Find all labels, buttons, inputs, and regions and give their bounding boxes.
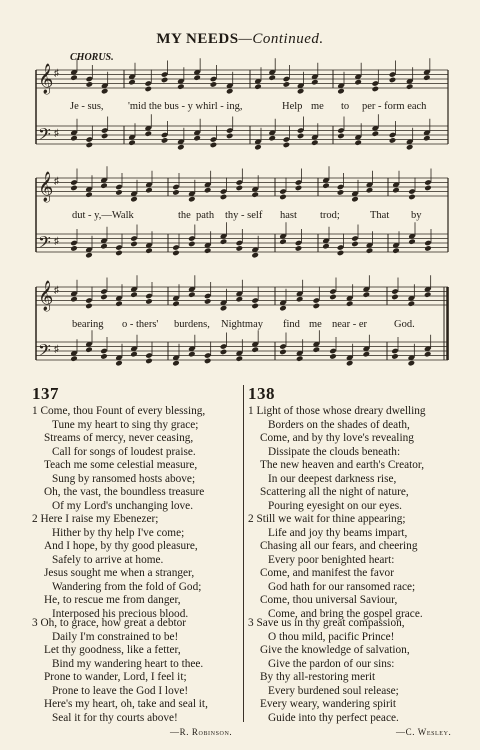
note-head <box>366 247 374 254</box>
hymn-number: 137 <box>32 384 59 403</box>
page-subtitle: —Continued. <box>238 31 324 47</box>
note-head <box>188 291 196 298</box>
note-head <box>145 247 153 254</box>
note-head <box>226 88 234 95</box>
note-head <box>188 241 196 248</box>
note-head <box>188 351 196 358</box>
verse-line: Guide into thy perfect peace. <box>268 711 399 724</box>
note-head <box>392 247 400 254</box>
note-head <box>424 351 432 358</box>
verse-line: Give the knowledge of salvation, <box>260 644 410 656</box>
chorus-label: CHORUS. <box>70 52 114 63</box>
note-head <box>423 74 431 81</box>
column-divider <box>243 385 244 722</box>
note-head <box>115 360 123 367</box>
note-head <box>283 142 291 149</box>
treble-clef: 𝄞 <box>38 281 54 311</box>
verse-line: In our deepest darkness rise, <box>268 472 397 485</box>
note-head <box>220 238 228 245</box>
verse-line: Daily I'm constrained to be! <box>52 630 179 643</box>
note-head <box>101 88 109 95</box>
note-head <box>70 245 78 252</box>
note-head <box>424 185 432 192</box>
lyric-word: per - form each <box>362 101 427 112</box>
note-head <box>408 300 416 307</box>
note-head <box>115 250 123 257</box>
note-head <box>346 360 354 367</box>
note-head <box>130 196 138 203</box>
note-head <box>279 194 287 201</box>
note-head <box>100 353 108 360</box>
treble-clef: 𝄞 <box>38 64 54 94</box>
verse-line: Teach me some celestial measure, <box>44 459 198 471</box>
note-head <box>268 135 276 142</box>
note-head <box>337 250 345 257</box>
note-head <box>295 245 303 252</box>
note-head <box>346 300 354 307</box>
note-head <box>130 291 138 298</box>
hymn-138-stanza-3 <box>248 617 410 725</box>
note-head <box>322 182 330 189</box>
verse-line: He, to rescue me from danger, <box>44 594 181 606</box>
lyric-word: burdens, <box>174 319 210 330</box>
note-head <box>391 353 399 360</box>
verse-line: Of my Lord's unchanging love. <box>52 499 194 512</box>
lyric-word: path <box>196 210 215 221</box>
verse-line: Give the pardon of our sins: <box>268 657 395 670</box>
verse-line: Every burdened soul release; <box>268 684 399 697</box>
verse-line: Hither by thy help I've come; <box>52 526 185 539</box>
note-head <box>172 189 180 196</box>
note-head <box>145 187 153 194</box>
verse-line: Streams of mercy, never ceasing, <box>44 432 194 444</box>
note-head <box>144 86 152 93</box>
note-head <box>177 83 185 90</box>
note-head <box>236 296 244 303</box>
verse-line: Come, and by thy love's revealing <box>260 432 414 444</box>
hymn-137-stanza-3 <box>32 617 208 725</box>
note-head <box>363 291 371 298</box>
hymn-number: 138 <box>248 384 275 403</box>
note-head <box>172 250 180 257</box>
verse-line: The new heaven and earth's Creator, <box>260 459 425 471</box>
bass-clef: 𝄢 <box>38 340 51 364</box>
lyric-word: Help <box>282 101 303 112</box>
note-head <box>297 133 305 140</box>
verse-line: 3 Save us in thy great compassion, <box>248 617 405 629</box>
lyric-word: near - er <box>332 319 367 330</box>
note-head <box>85 252 93 259</box>
lyric-word: find <box>283 319 300 330</box>
note-head <box>424 245 432 252</box>
sharp-sign: ♯ <box>54 285 59 296</box>
note-head <box>354 139 362 146</box>
verse-line: By thy all-restoring merit <box>260 671 376 683</box>
note-head <box>236 245 244 252</box>
verse-line: Come, and manifest the favor <box>260 567 394 579</box>
note-head <box>322 243 330 250</box>
note-head <box>172 360 180 367</box>
note-head <box>251 252 259 259</box>
note-head <box>220 305 228 312</box>
verse-line: Interposed his precious blood. <box>52 607 189 620</box>
verse-line: Seal it for thy courts above! <box>52 711 178 724</box>
verse-line: Let thy goodness, like a fetter, <box>44 644 181 656</box>
note-head <box>311 79 319 86</box>
note-head <box>177 144 185 151</box>
lyric-word: me <box>309 319 322 330</box>
lyric-word: by <box>411 210 422 221</box>
note-head <box>424 291 432 298</box>
note-head <box>115 300 123 307</box>
verse-line: Prone to wander, Lord, I feel it; <box>44 671 187 683</box>
note-head <box>86 142 94 149</box>
treble-clef: 𝄞 <box>38 172 54 202</box>
note-head <box>161 77 169 84</box>
note-head <box>392 187 400 194</box>
note-head <box>144 130 152 137</box>
note-head <box>100 294 108 301</box>
note-head <box>70 296 78 303</box>
verse-line: Scattering all the night of nature, <box>260 486 409 498</box>
hymn-138-author: —C. Wesley. <box>396 727 452 737</box>
note-head <box>85 346 93 353</box>
note-head <box>193 74 201 81</box>
verse-line: Life and joy thy beams impart, <box>268 526 408 539</box>
verse-line: Borders on the shades of death, <box>268 418 410 431</box>
verse-line: Pouring eyesight on our eyes. <box>268 499 402 512</box>
note-head <box>70 355 78 362</box>
lyric-word: me <box>311 101 324 112</box>
note-head <box>226 133 234 140</box>
verse-line: 3 Oh, to grace, how great a debtor <box>32 617 187 629</box>
note-head <box>391 294 399 301</box>
note-head <box>295 185 303 192</box>
lyric-word: trod; <box>320 210 340 221</box>
verse-line: Bind my wandering heart to thee. <box>52 657 204 670</box>
note-head <box>100 182 108 189</box>
note-head <box>130 351 138 358</box>
hymn-137-author: —R. Robinson. <box>170 727 233 737</box>
note-head <box>406 83 414 90</box>
note-head <box>366 187 374 194</box>
hymn-138-stanza-2 <box>248 513 423 621</box>
note-head <box>204 298 212 305</box>
verse-line: O thou mild, pacific Prince! <box>268 630 395 643</box>
verse-line: Come, and bring the gospel grace. <box>268 607 423 620</box>
lyric-word: hast <box>280 210 297 221</box>
verse-line: Safely to arrive at home. <box>52 553 164 566</box>
verse-line: Come, thou universal Saviour, <box>260 594 398 606</box>
verse-line: 2 Here I raise my Ebenezer; <box>32 513 159 525</box>
lyric-word: thy - self <box>225 210 263 221</box>
note-head <box>408 238 416 245</box>
note-head <box>337 88 345 95</box>
note-head <box>297 88 305 95</box>
verse-line: Here's my heart, oh, take and seal it, <box>44 698 208 710</box>
note-head <box>311 139 319 146</box>
sharp-sign: ♯ <box>54 236 59 247</box>
note-head <box>408 194 416 201</box>
lyric-word: Nightmay <box>221 319 263 330</box>
lyric-word: Je - sus, <box>70 101 104 112</box>
note-head <box>115 189 123 196</box>
note-head <box>236 355 244 362</box>
note-head <box>254 144 262 151</box>
note-head <box>389 137 397 144</box>
lyric-word: God. <box>394 319 415 330</box>
note-head <box>128 79 136 86</box>
note-head <box>251 303 259 310</box>
verse-line: Wandering from the fold of God; <box>52 580 202 593</box>
verse-line: Jesus sought me when a stranger, <box>44 567 195 579</box>
note-head <box>408 360 416 367</box>
note-head <box>193 135 201 142</box>
note-head <box>204 187 212 194</box>
note-head <box>70 185 78 192</box>
bass-clef: 𝄢 <box>38 232 51 256</box>
note-head <box>279 305 287 312</box>
note-head <box>351 196 359 203</box>
verse-line: Call for songs of loudest praise. <box>52 445 196 458</box>
note-head <box>363 351 371 358</box>
note-head <box>329 294 337 301</box>
lyric-word: That <box>370 210 390 221</box>
lyric-word: the <box>178 210 191 221</box>
lyric-word: bearing <box>72 319 104 330</box>
hymn-138-stanza-1 <box>248 405 426 513</box>
note-head <box>210 142 218 149</box>
verse-line: Every poor benighted heart: <box>268 553 395 566</box>
verse-line: 2 Still we wait for thine appearing; <box>248 513 406 525</box>
note-head <box>70 74 78 81</box>
lyric-word: o - thers' <box>122 319 159 330</box>
note-head <box>423 135 431 142</box>
note-head <box>254 83 262 90</box>
note-head <box>279 238 287 245</box>
note-head <box>220 349 228 356</box>
note-head <box>130 241 138 248</box>
lyric-word: to <box>341 101 350 112</box>
hymn-137-stanza-2 <box>32 513 201 621</box>
lyric-word: 'mid the bus - y whirl - ing, <box>128 101 243 112</box>
note-head <box>70 135 78 142</box>
verse-line: 1 Light of those whose dreary dwelling <box>248 405 426 417</box>
hymn-137-stanza-1 <box>32 405 205 513</box>
note-head <box>406 144 414 151</box>
note-head <box>268 74 276 81</box>
note-head <box>313 303 321 310</box>
bass-clef: 𝄢 <box>38 124 51 148</box>
sharp-sign: ♯ <box>54 344 59 355</box>
note-head <box>204 358 212 365</box>
verse-line: Chasing all our fears, and cheering <box>260 540 418 552</box>
note-head <box>279 349 287 356</box>
note-head <box>210 81 218 88</box>
note-head <box>354 79 362 86</box>
verse-line: 1 Come, thou Fount of every blessing, <box>32 405 206 417</box>
note-head <box>351 241 359 248</box>
note-head <box>372 86 380 93</box>
note-head <box>100 243 108 250</box>
note-head <box>236 185 244 192</box>
verse-line: Oh, the vast, the boundless treasure <box>44 486 205 498</box>
page-title: MY NEEDS <box>156 31 239 47</box>
note-head <box>296 355 304 362</box>
note-head <box>337 189 345 196</box>
note-head <box>204 247 212 254</box>
verse-line: Dissipate the clouds beneath: <box>268 445 401 458</box>
note-head <box>372 130 380 137</box>
note-head <box>329 353 337 360</box>
note-head <box>86 81 94 88</box>
verse-line: And I hope, by thy good pleasure, <box>44 540 198 552</box>
verse-line: Sung by ransomed hosts above; <box>52 472 196 485</box>
note-head <box>313 346 321 353</box>
note-head <box>220 194 228 201</box>
note-head <box>85 303 93 310</box>
verse-line: Prone to leave the God I love! <box>52 684 189 697</box>
note-head <box>145 298 153 305</box>
lyric-word: dut - y,—Walk <box>72 210 134 221</box>
note-head <box>145 358 153 365</box>
verse-line: God hath for our ransomed race; <box>268 580 416 593</box>
note-head <box>337 133 345 140</box>
note-head <box>188 196 196 203</box>
note-head <box>172 300 180 307</box>
note-head <box>161 137 169 144</box>
note-head <box>296 296 304 303</box>
sharp-sign: ♯ <box>54 128 59 139</box>
sharp-sign: ♯ <box>54 68 59 79</box>
verse-line: Every weary, wandering spirit <box>260 698 397 710</box>
verse-line: Tune my heart to sing thy grace; <box>52 418 199 431</box>
note-head <box>128 139 136 146</box>
note-head <box>251 346 259 353</box>
note-head <box>389 77 397 84</box>
note-head <box>101 133 109 140</box>
sharp-sign: ♯ <box>54 176 59 187</box>
note-head <box>251 191 259 198</box>
note-head <box>283 81 291 88</box>
note-head <box>85 191 93 198</box>
